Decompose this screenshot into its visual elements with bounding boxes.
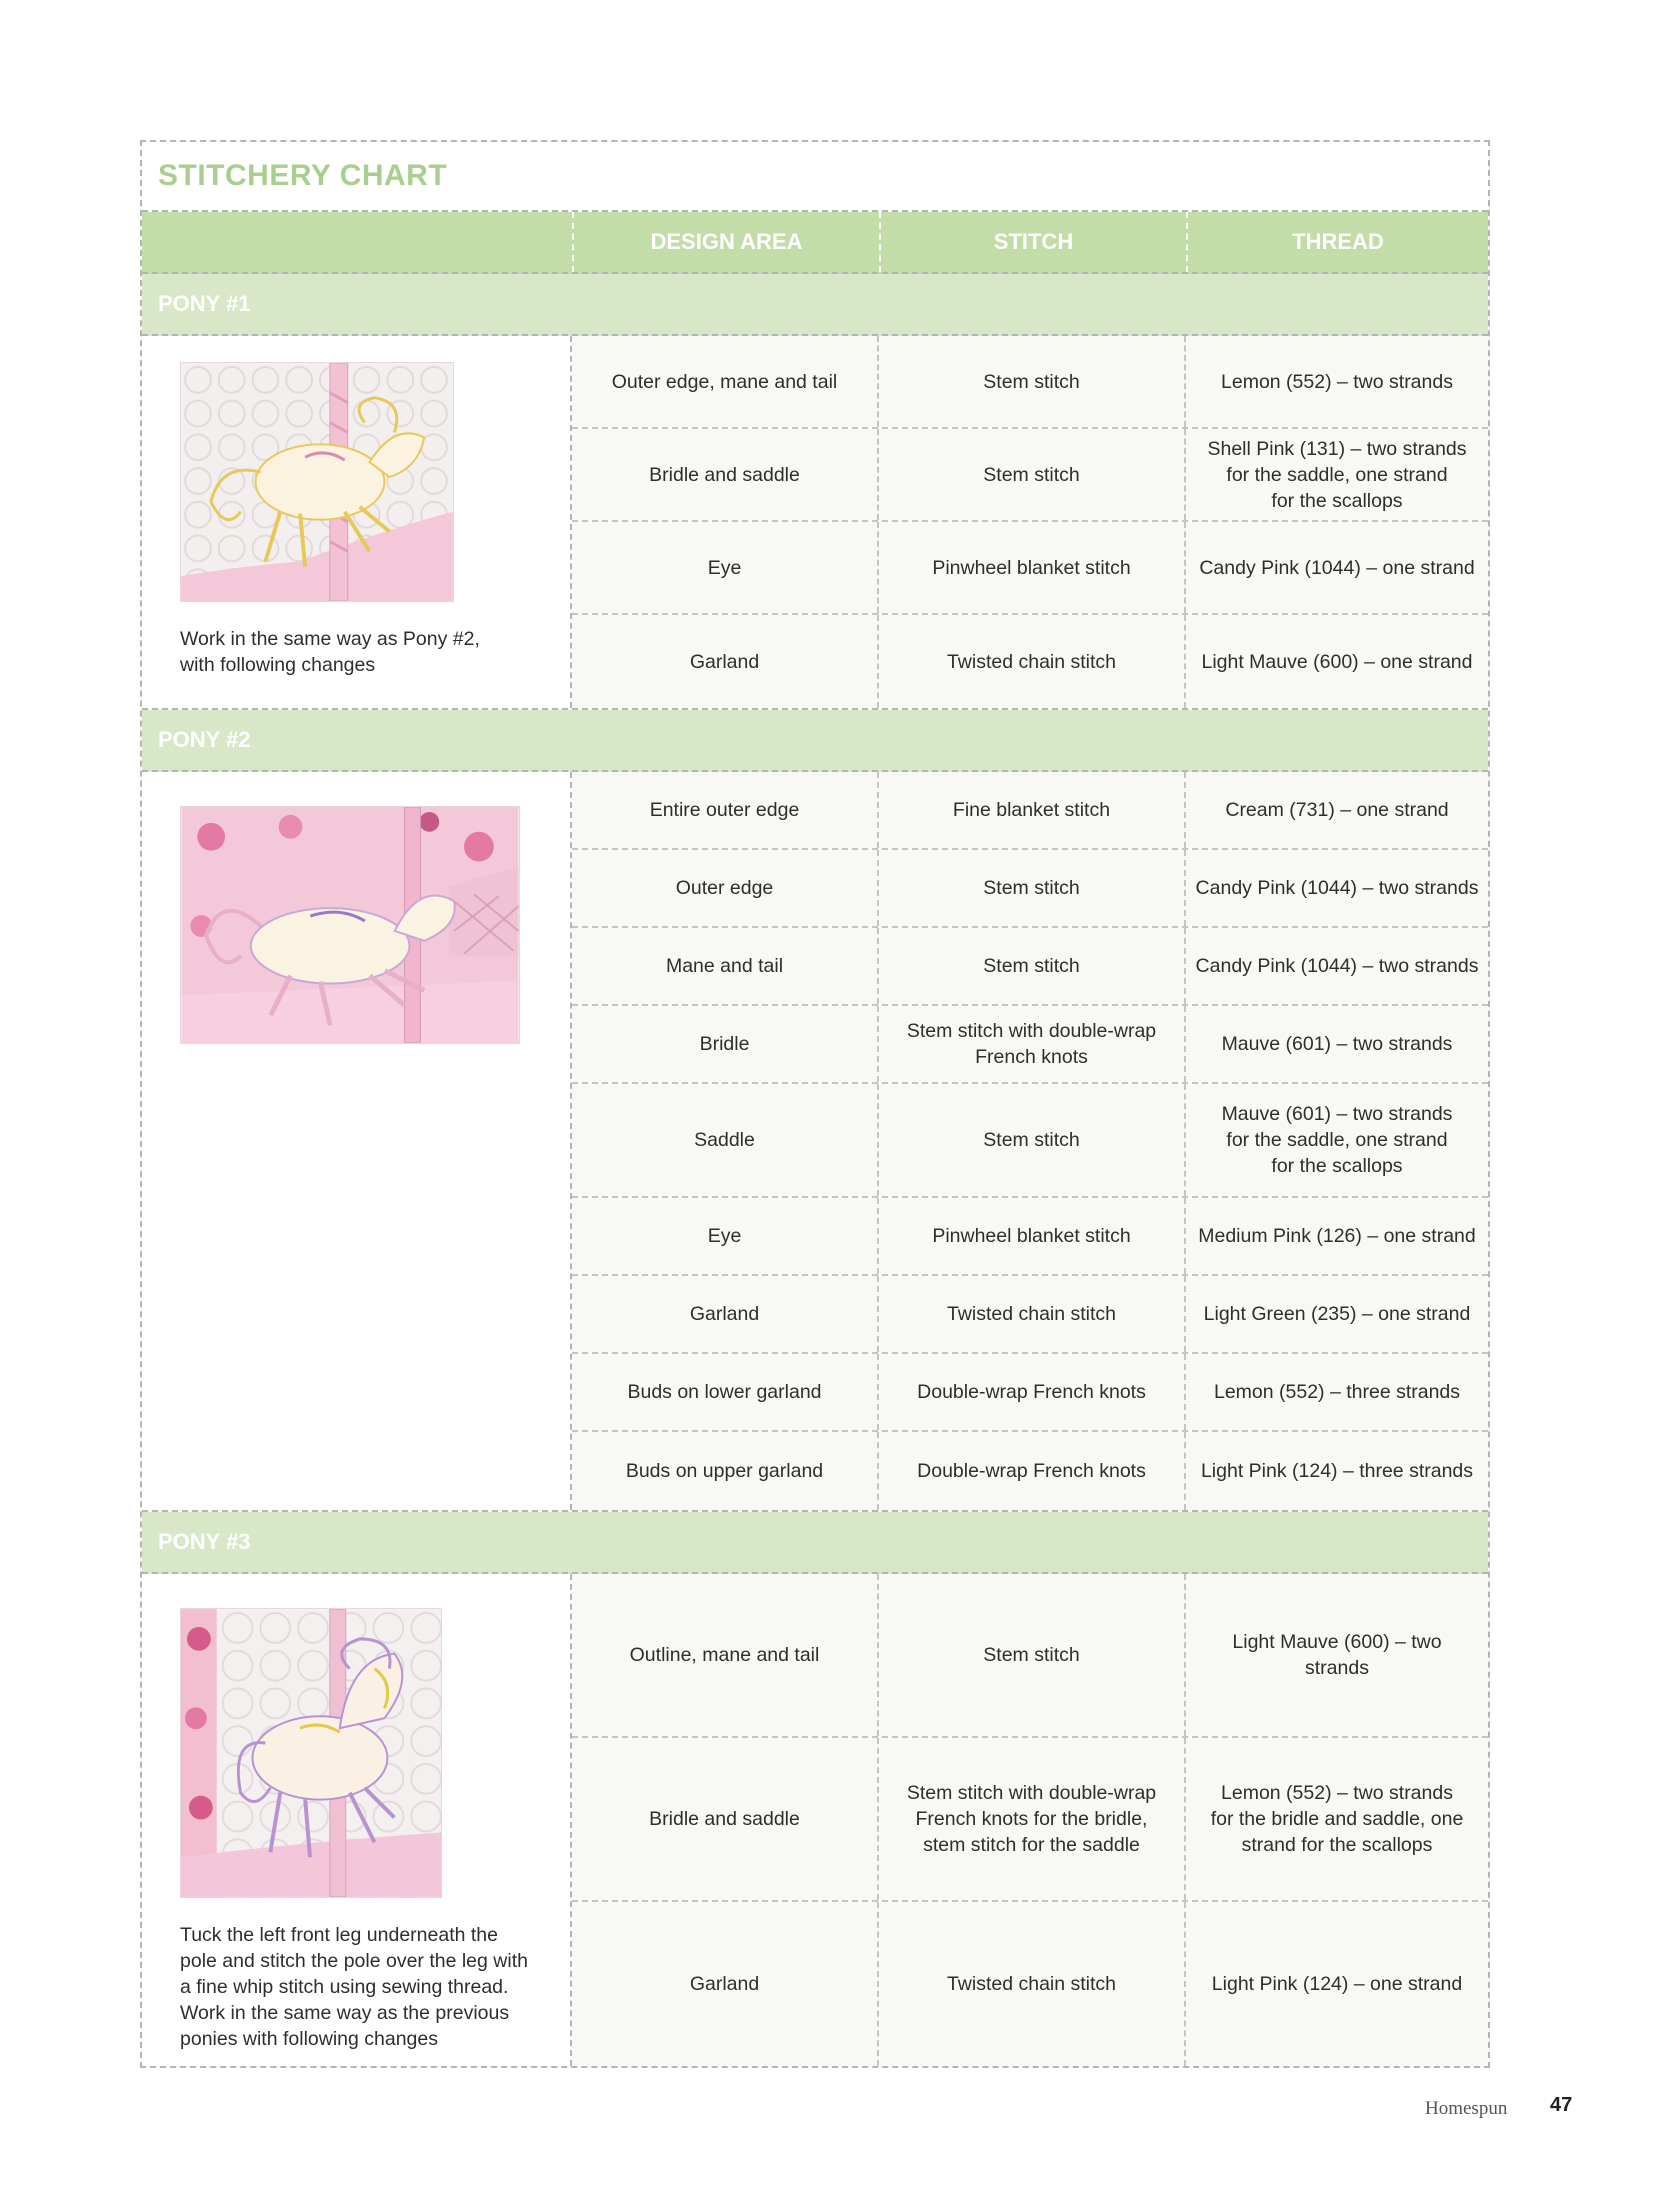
pony-1-info [142, 336, 572, 708]
pony-1-note: Work in the same way as Pony #2, with following changes [180, 628, 480, 676]
design-area-cell: Bridle and saddle [572, 429, 879, 520]
pony-3-info [142, 1574, 572, 2066]
stitchery-chart [140, 140, 1490, 2068]
chart-title-row [142, 142, 1488, 212]
pony-1-rows [572, 336, 1488, 708]
design-area-cell: Garland [572, 1902, 879, 2066]
table-row [572, 615, 1488, 708]
table-row [572, 850, 1488, 928]
thread-cell: Lemon (552) – two strands for the bridle and saddle, one strand for the scallops [1186, 1738, 1488, 1900]
stitch-cell: Stem stitch [879, 429, 1186, 520]
table-row [572, 1432, 1488, 1510]
design-area-cell: Outer edge, mane and tail [572, 336, 879, 427]
stitch-cell: Stem stitch with double-wrap French knots for the bridle, stem stitch for the saddle [879, 1738, 1186, 1900]
stitch-cell: Twisted chain stitch [879, 615, 1186, 708]
table-row [572, 336, 1488, 429]
design-area-cell: Eye [572, 1198, 879, 1274]
stitch-cell: Fine blanket stitch [879, 772, 1186, 848]
pony-3-note: Tuck the left front leg underneath the pole and stitch the pole over the leg with a fine whip stitch using sewing thread. Work in the same way as the previous ponies with following changes [180, 1924, 528, 2050]
pony-2-label: PONY #2 [142, 710, 1488, 772]
design-area-cell: Eye [572, 522, 879, 613]
thread-cell: Medium Pink (126) – one strand [1186, 1198, 1488, 1274]
pony-3-photo [180, 1608, 442, 1898]
stitch-cell: Stem stitch [879, 1084, 1186, 1196]
stitch-cell: Double-wrap French knots [879, 1432, 1186, 1510]
thread-cell: Mauve (601) – two strands for the saddle, one strand for the scallops [1186, 1084, 1488, 1196]
thread-cell: Candy Pink (1044) – two strands [1186, 850, 1488, 926]
pony-1-section [142, 336, 1488, 710]
design-area-cell: Bridle [572, 1006, 879, 1082]
pony-2-section [142, 772, 1488, 1512]
stitch-cell: Double-wrap French knots [879, 1354, 1186, 1430]
thread-cell: Mauve (601) – two strands [1186, 1006, 1488, 1082]
table-row [572, 1276, 1488, 1354]
table-row [572, 772, 1488, 850]
thread-cell: Light Pink (124) – three strands [1186, 1432, 1488, 1510]
thread-cell: Light Pink (124) – one strand [1186, 1902, 1488, 2066]
table-row [572, 1574, 1488, 1738]
publication-name: Homespun [1425, 2098, 1508, 2119]
table-row [572, 1084, 1488, 1198]
table-row [572, 522, 1488, 615]
pony-2-photo [180, 806, 520, 1044]
design-area-cell: Buds on upper garland [572, 1432, 879, 1510]
thread-cell: Lemon (552) – three strands [1186, 1354, 1488, 1430]
stitch-cell: Twisted chain stitch [879, 1276, 1186, 1352]
table-row [572, 1198, 1488, 1276]
table-row [572, 1006, 1488, 1084]
header-blank [142, 212, 572, 272]
stitch-cell: Twisted chain stitch [879, 1902, 1186, 2066]
stitch-cell: Pinwheel blanket stitch [879, 522, 1186, 613]
stitch-cell: Pinwheel blanket stitch [879, 1198, 1186, 1274]
header-thread: THREAD [1186, 212, 1488, 272]
stitch-cell: Stem stitch with double-wrap French knots [879, 1006, 1186, 1082]
table-row [572, 928, 1488, 1006]
design-area-cell: Outer edge [572, 850, 879, 926]
thread-cell: Candy Pink (1044) – two strands [1186, 928, 1488, 1004]
stitch-cell: Stem stitch [879, 1574, 1186, 1736]
pony-3-rows [572, 1574, 1488, 2066]
thread-cell: Cream (731) – one strand [1186, 772, 1488, 848]
design-area-cell: Mane and tail [572, 928, 879, 1004]
design-area-cell: Saddle [572, 1084, 879, 1196]
design-area-cell: Garland [572, 1276, 879, 1352]
design-area-cell: Buds on lower garland [572, 1354, 879, 1430]
design-area-cell: Garland [572, 615, 879, 708]
design-area-cell: Outline, mane and tail [572, 1574, 879, 1736]
thread-cell: Light Mauve (600) – one strand [1186, 615, 1488, 708]
table-row [572, 1738, 1488, 1902]
thread-cell: Candy Pink (1044) – one strand [1186, 522, 1488, 613]
pony-1-label: PONY #1 [142, 274, 1488, 336]
thread-cell: Light Mauve (600) – two strands [1186, 1574, 1488, 1736]
table-row [572, 1902, 1488, 2066]
header-design-area: DESIGN AREA [572, 212, 879, 272]
pony-2-info [142, 772, 572, 1510]
stitch-cell: Stem stitch [879, 850, 1186, 926]
design-area-cell: Bridle and saddle [572, 1738, 879, 1900]
thread-cell: Shell Pink (131) – two strands for the saddle, one strand for the scallops [1186, 429, 1488, 520]
pony-3-label: PONY #3 [142, 1512, 1488, 1574]
chart-title: STITCHERY CHART [158, 159, 448, 192]
thread-cell: Light Green (235) – one strand [1186, 1276, 1488, 1352]
table-row [572, 429, 1488, 522]
page-number: 47 [1550, 2094, 1573, 2116]
header-stitch: STITCH [879, 212, 1186, 272]
pony-1-photo [180, 362, 454, 602]
stitch-cell: Stem stitch [879, 336, 1186, 427]
design-area-cell: Entire outer edge [572, 772, 879, 848]
pony-2-rows [572, 772, 1488, 1510]
table-header [142, 212, 1488, 274]
thread-cell: Lemon (552) – two strands [1186, 336, 1488, 427]
pony-3-section [142, 1574, 1488, 2066]
table-row [572, 1354, 1488, 1432]
stitch-cell: Stem stitch [879, 928, 1186, 1004]
